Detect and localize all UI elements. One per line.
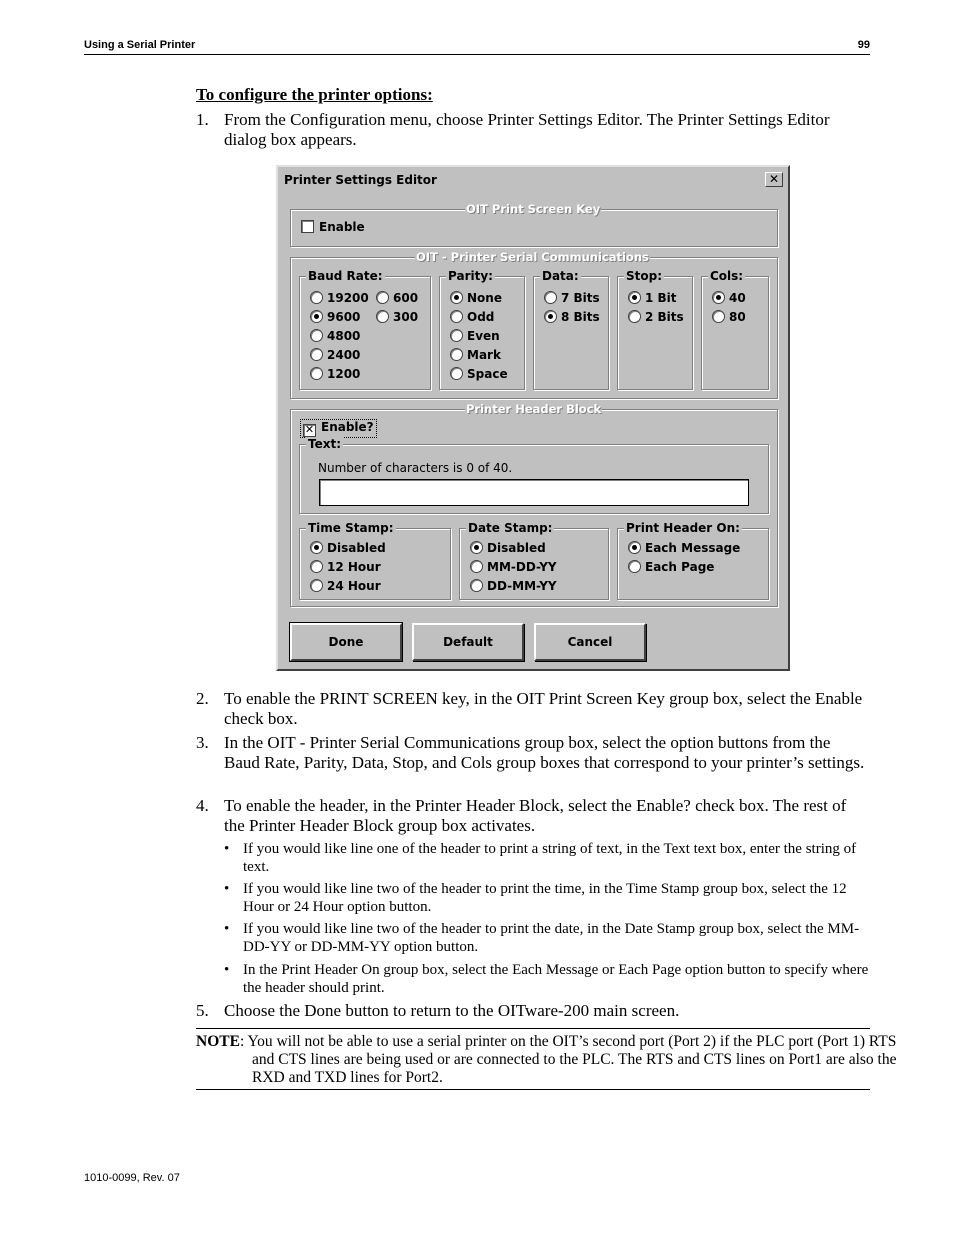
radio-selected-icon <box>310 541 323 554</box>
radio-selected-icon <box>310 310 323 323</box>
baud-9600-radio[interactable]: 9600 <box>310 310 360 324</box>
header-on-label: Print Header On: <box>626 521 740 535</box>
radio-icon <box>310 579 323 592</box>
data-bits-group <box>533 269 609 390</box>
running-header <box>84 38 870 55</box>
date-stamp-group <box>459 521 609 600</box>
cols-group <box>701 269 769 390</box>
date-ddmmyy-radio[interactable]: DD-MM-YY <box>470 579 557 593</box>
document-revision: 1010-0099, Rev. 07 <box>84 1172 180 1184</box>
date-mmddyy-radio[interactable]: MM-DD-YY <box>470 560 557 574</box>
parity-space-radio[interactable]: Space <box>450 367 508 381</box>
each-message-radio[interactable]: Each Message <box>628 541 740 555</box>
baud-4800-radio[interactable]: 4800 <box>310 329 360 343</box>
page-number: 99 <box>857 39 870 51</box>
time-24hour-radio[interactable]: 24 Hour <box>310 579 381 593</box>
header-block-group <box>290 402 778 607</box>
bullet-item: • In the Print Header On group box, select the Each Message or Each Page option button to specify where the header should print. <box>224 962 869 996</box>
note-label: NOTE <box>196 1033 240 1050</box>
checkbox-checked-icon: ✕ <box>304 423 315 436</box>
header-on-group <box>617 521 769 600</box>
baud-1200-radio[interactable]: 1200 <box>310 367 360 381</box>
radio-icon <box>628 560 641 573</box>
radio-selected-icon <box>450 291 463 304</box>
radio-icon <box>628 310 641 323</box>
stop-1bit-radio[interactable]: 1 Bit <box>628 291 677 305</box>
bullet-item: • If you would like line two of the header to print the date, in the Date Stamp group box, select the MM-DD-YY or DD-MM-YY option button. <box>224 921 860 955</box>
dialog-title: Printer Settings Editor <box>284 173 437 187</box>
data-8bits-radio[interactable]: 8 Bits <box>544 310 600 324</box>
cancel-button[interactable]: Cancel <box>534 623 646 661</box>
note-text: : You will not be able to use a serial printer on the OIT’s second port (Port 2) if the PLC port (Port 1) RTS and CTS lines are being used or are connected to the PLC. The RTS and CTS lines on Port1 are also the RXD and TXD lines for Port2. <box>239 1033 897 1086</box>
radio-icon <box>450 329 463 342</box>
parity-even-radio[interactable]: Even <box>450 329 500 343</box>
radio-icon <box>310 291 323 304</box>
radio-icon <box>376 291 389 304</box>
dialog-titlebar <box>280 169 786 191</box>
close-icon[interactable]: ✕ <box>765 172 783 187</box>
step-3: 3. In the OIT - Printer Serial Communications group box, select the option buttons from the Baud Rate, Parity, Data, Stop, and Cols group boxes that correspond to your printer’s settings. <box>196 733 865 772</box>
radio-icon <box>376 310 389 323</box>
radio-selected-icon <box>628 541 641 554</box>
date-disabled-radio[interactable]: Disabled <box>470 541 546 555</box>
baud-rate-label: Baud Rate: <box>308 269 383 283</box>
stop-bits-label: Stop: <box>626 269 663 283</box>
print-screen-group-label: OIT Print Screen Key <box>466 202 601 216</box>
header-text-input[interactable] <box>319 479 749 506</box>
data-bits-label: Data: <box>542 269 579 283</box>
serial-comm-group-label: OIT - Printer Serial Communications <box>416 250 649 264</box>
checkbox-icon <box>301 220 314 233</box>
data-7bits-radio[interactable]: 7 Bits <box>544 291 600 305</box>
time-disabled-radio[interactable]: Disabled <box>310 541 386 555</box>
cols-80-radio[interactable]: 80 <box>712 310 746 324</box>
radio-selected-icon <box>470 541 483 554</box>
header-block-group-label: Printer Header Block <box>466 402 602 416</box>
header-enable-checkbox[interactable]: ✕ Enable? <box>301 420 376 437</box>
radio-selected-icon <box>628 291 641 304</box>
radio-icon <box>712 310 725 323</box>
cols-40-radio[interactable]: 40 <box>712 291 746 305</box>
cols-label: Cols: <box>710 269 744 283</box>
parity-none-radio[interactable]: None <box>450 291 502 305</box>
radio-icon <box>450 310 463 323</box>
parity-group <box>439 269 525 390</box>
baud-2400-radio[interactable]: 2400 <box>310 348 360 362</box>
default-button[interactable]: Default <box>412 623 524 661</box>
date-stamp-label: Date Stamp: <box>468 521 553 535</box>
section-title: Using a Serial Printer <box>84 39 196 51</box>
time-stamp-label: Time Stamp: <box>308 521 394 535</box>
stop-2bits-radio[interactable]: 2 Bits <box>628 310 684 324</box>
step-1: 1. From the Configuration menu, choose Printer Settings Editor. The Printer Settings Editor dialog box appears. <box>196 110 830 149</box>
procedure-heading: To configure the printer options: <box>196 85 433 104</box>
print-screen-enable-checkbox[interactable]: Enable <box>301 220 365 234</box>
step-4: 4. To enable the header, in the Printer Header Block, select the Enable? check box. The rest of the Printer Header Block group box activates. <box>196 796 847 835</box>
time-12hour-radio[interactable]: 12 Hour <box>310 560 381 574</box>
bullet-item: • If you would like line two of the header to print the time, in the Time Stamp group box, select the 12 Hour or 24 Hour option button. <box>224 881 847 915</box>
radio-selected-icon <box>544 310 557 323</box>
baud-600-radio[interactable]: 600 <box>376 291 418 305</box>
baud-rate-group <box>299 269 431 390</box>
bullet-item: • If you would like line one of the header to print a string of text, in the Text text box, enter the string of text. <box>224 841 857 875</box>
text-label: Text: <box>308 437 342 451</box>
radio-icon <box>310 367 323 380</box>
radio-icon <box>310 348 323 361</box>
radio-icon <box>450 367 463 380</box>
radio-icon <box>450 348 463 361</box>
parity-odd-radio[interactable]: Odd <box>450 310 494 324</box>
radio-icon <box>470 579 483 592</box>
radio-icon <box>544 291 557 304</box>
step-2: 2. To enable the PRINT SCREEN key, in the OIT Print Screen Key group box, select the Enable check box. <box>196 689 863 728</box>
each-page-radio[interactable]: Each Page <box>628 560 714 574</box>
stop-bits-group <box>617 269 693 390</box>
print-screen-group <box>290 202 778 247</box>
radio-icon <box>470 560 483 573</box>
radio-selected-icon <box>712 291 725 304</box>
note-box <box>196 1028 897 1090</box>
done-button[interactable]: Done <box>290 623 402 661</box>
serial-comm-group <box>290 250 778 399</box>
baud-19200-radio[interactable]: 19200 <box>310 291 369 305</box>
parity-label: Parity: <box>448 269 493 283</box>
printer-settings-dialog <box>276 165 790 671</box>
text-group <box>299 437 769 514</box>
radio-icon <box>310 560 323 573</box>
parity-mark-radio[interactable]: Mark <box>450 348 501 362</box>
char-count-text: Number of characters is 0 of 40. <box>318 461 513 475</box>
step-5: 5. Choose the Done button to return to the OITware-200 main screen. <box>196 1001 680 1020</box>
radio-icon <box>310 329 323 342</box>
baud-300-radio[interactable]: 300 <box>376 310 418 324</box>
time-stamp-group <box>299 521 451 600</box>
